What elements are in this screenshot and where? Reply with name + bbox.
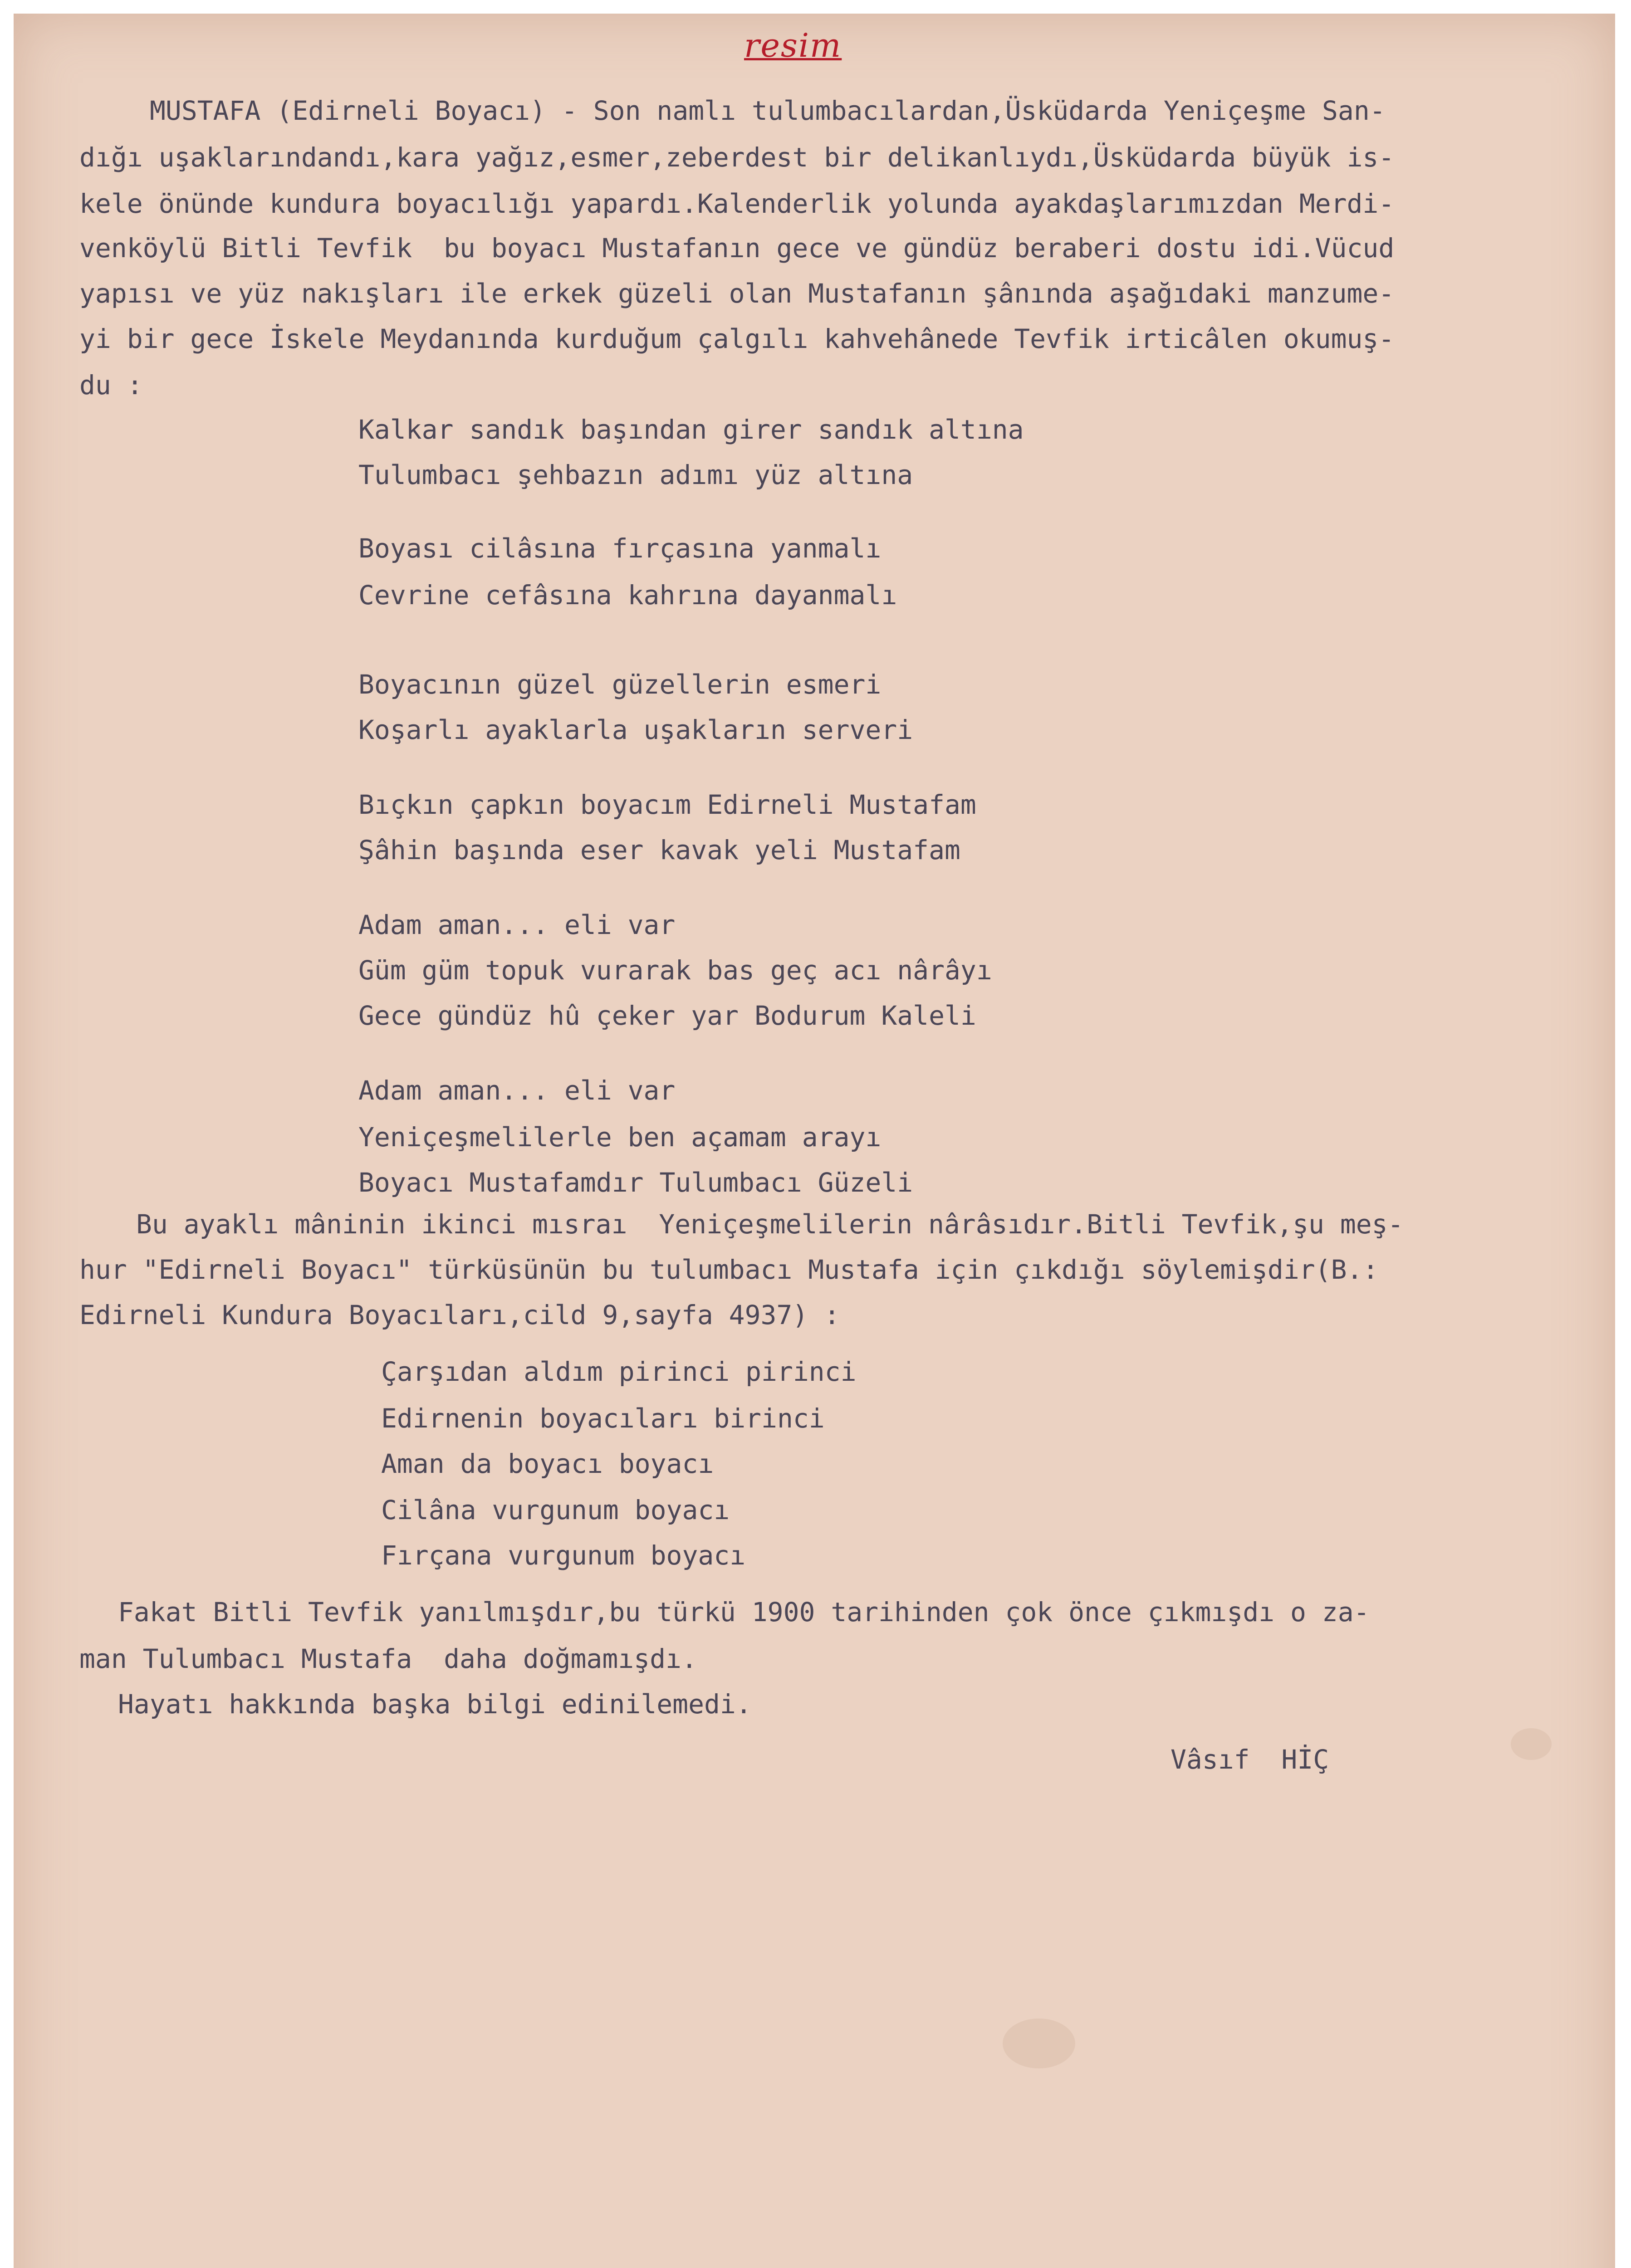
closing-line: man Tulumbacı Mustafa daha doğmamışdı. xyxy=(79,1643,697,1674)
closing-line: Fakat Bitli Tevfik yanılmışdır,bu türkü 1900 tarihinden çok önce çıkmışdı o za- xyxy=(118,1597,1370,1628)
intro-line: kele önünde kundura boyacılığı yapardı.Kalenderlik yolunda ayakdaşlarımızdan Merdi- xyxy=(79,188,1395,219)
author-signature: Vâsıf HİÇ xyxy=(1171,1744,1329,1775)
intro-line: yapısı ve yüz nakışları ile erkek güzeli olan Mustafanın şânında aşağıdaki manzume- xyxy=(79,278,1395,309)
turku-line: Edirnenin boyacıları birinci xyxy=(381,1403,825,1434)
intro-line: MUSTAFA (Edirneli Boyacı) - Son namlı tulumbacılardan,Üsküdarda Yeniçeşme San- xyxy=(150,95,1386,126)
poem-line: Tulumbacı şehbazın adımı yüz altına xyxy=(358,459,913,490)
poem-line: Yeniçeşmelilerle ben açamam arayı xyxy=(358,1122,882,1153)
intro-line: dığı uşaklarındandı,kara yağız,esmer,zeberdest bir delikanlıydı,Üsküdarda büyük is- xyxy=(79,142,1395,173)
middle-line: Bu ayaklı mâninin ikinci mısraı Yeniçeşmelilerin nârâsıdır.Bitli Tevfik,şu meş- xyxy=(136,1209,1404,1240)
middle-line: hur "Edirneli Boyacı" türküsünün bu tulumbacı Mustafa için çıkdığı söylemişdir(B.: xyxy=(79,1254,1379,1285)
turku-line: Fırçana vurgunum boyacı xyxy=(381,1540,746,1571)
poem-line: Cevrine cefâsına kahrına dayanmalı xyxy=(358,580,897,611)
paper-stain xyxy=(1003,2019,1075,2068)
poem-line: Koşarlı ayaklarla uşakların serveri xyxy=(358,714,913,745)
poem-line: Boyacının güzel güzellerin esmeri xyxy=(358,669,882,700)
turku-line: Çarşıdan aldım pirinci pirinci xyxy=(381,1356,857,1387)
turku-line: Cilâna vurgunum boyacı xyxy=(381,1495,730,1525)
turku-line: Aman da boyacı boyacı xyxy=(381,1448,714,1479)
intro-line: venköylü Bitli Tevfik bu boyacı Mustafanın gece ve gündüz beraberi dostu idi.Vücud xyxy=(79,233,1395,264)
middle-line: Edirneli Kundura Boyacıları,cild 9,sayfa 4937) : xyxy=(79,1300,840,1330)
poem-line: Boyası cilâsına fırçasına yanmalı xyxy=(358,533,882,564)
paper-stain xyxy=(1511,1728,1552,1760)
poem-line: Gece gündüz hû çeker yar Bodurum Kaleli xyxy=(358,1000,976,1031)
poem-line: Bıçkın çapkın boyacım Edirneli Mustafam xyxy=(358,789,976,820)
intro-line: yi bir gece İskele Meydanında kurduğum çalgılı kahvehânede Tevfik irticâlen okumuş- xyxy=(79,323,1395,354)
poem-line: Adam aman... eli var xyxy=(358,1075,676,1106)
handwritten-annotation: resim xyxy=(744,26,842,64)
poem-line: Şâhin başında eser kavak yeli Mustafam xyxy=(358,835,960,865)
poem-line: Boyacı Mustafamdır Tulumbacı Güzeli xyxy=(358,1167,913,1198)
poem-line: Kalkar sandık başından girer sandık altına xyxy=(358,414,1024,445)
poem-line: Güm güm topuk vurarak bas geç acı nârâyı xyxy=(358,955,992,986)
poem-line: Adam aman... eli var xyxy=(358,909,676,940)
intro-line: du : xyxy=(79,370,143,401)
closing-line: Hayatı hakkında başka bilgi edinilemedi. xyxy=(118,1689,752,1720)
